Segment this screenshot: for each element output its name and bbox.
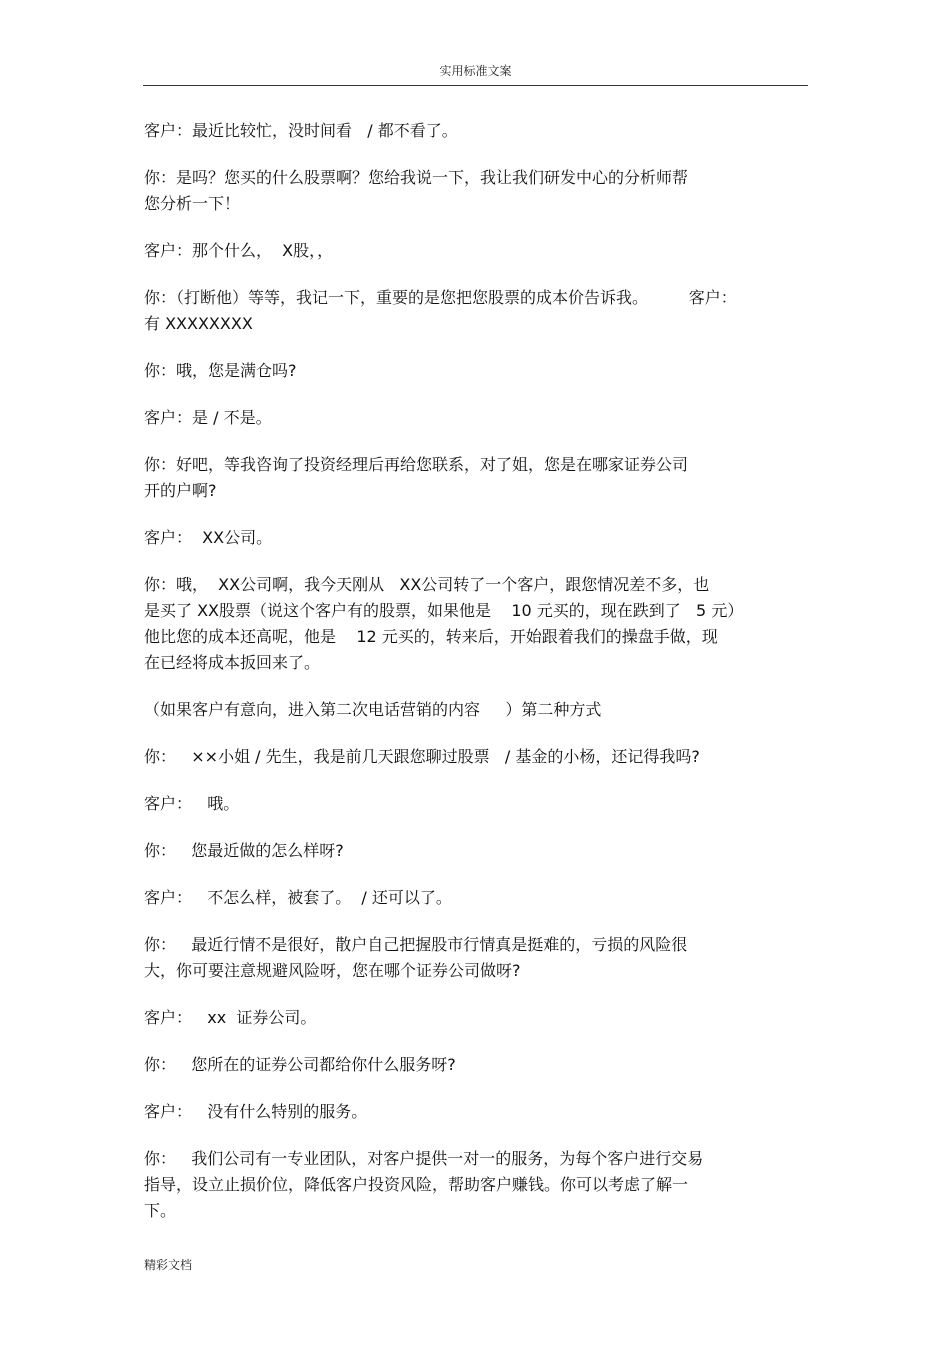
dialogue-line: 下。	[144, 1201, 177, 1220]
dialogue-paragraph	[144, 1099, 804, 1125]
dialogue-line: 你： 您所在的证券公司都给你什么服务呀?	[144, 1055, 456, 1074]
dialogue-line: 是买了 XX股票（说这个客户有的股票，如果他是 10 元买的，现在跌到了 5 元）	[144, 601, 744, 620]
dialogue-line: 客户：最近比较忙，没时间看 / 都不看了。	[144, 121, 458, 140]
dialogue-line: 客户： xx 证券公司。	[144, 1008, 317, 1027]
dialogue-line: 指导，设立止损价位，降低客户投资风险，帮助客户赚钱。你可以考虑了解一	[144, 1175, 689, 1194]
dialogue-line: 你：哦， XX公司啊，我今天刚从 XX公司转了一个客户，跟您情况差不多，也	[144, 575, 710, 594]
dialogue-paragraph	[144, 118, 804, 144]
document-body	[144, 118, 804, 1245]
dialogue-line: 你：是吗？您买的什么股票啊？您给我说一下，我让我们研发中心的分析师帮	[144, 168, 689, 187]
dialogue-paragraph	[144, 405, 804, 431]
dialogue-line: 你：哦，您是满仓吗?	[144, 361, 297, 380]
dialogue-line: 你： 我们公司有一专业团队，对客户提供一对一的服务，为每个客户进行交易	[144, 1149, 704, 1168]
dialogue-paragraph	[144, 1146, 804, 1224]
dialogue-paragraph	[144, 838, 804, 864]
dialogue-paragraph	[144, 697, 804, 723]
dialogue-line: 你：好吧，等我咨询了投资经理后再给您联系，对了姐，您是在哪家证券公司	[144, 455, 689, 474]
dialogue-paragraph	[144, 572, 804, 676]
dialogue-line: 你： ××小姐 / 先生，我是前几天跟您聊过股票 / 基金的小杨，还记得我吗?	[144, 747, 700, 766]
dialogue-paragraph	[144, 885, 804, 911]
dialogue-line: 开的户啊?	[144, 481, 217, 500]
dialogue-line: 有 XXXXXXXX	[144, 314, 253, 333]
page-footer-label: 精彩文档	[144, 1258, 193, 1272]
dialogue-line: 客户：那个什么， X股，，	[144, 241, 334, 260]
dialogue-paragraph	[144, 238, 804, 264]
dialogue-line: 客户： 没有什么特别的服务。	[144, 1102, 368, 1121]
dialogue-paragraph	[144, 791, 804, 817]
dialogue-line: 在已经将成本扳回来了。	[144, 653, 321, 672]
dialogue-line: （如果客户有意向，进入第二次电话营销的内容 ）第二种方式	[144, 700, 602, 719]
dialogue-line: 你：（打断他）等等，我记一下，重要的是您把您股票的成本价告诉我。 客户：	[144, 288, 737, 307]
dialogue-line: 你： 您最近做的怎么样呀?	[144, 841, 344, 860]
dialogue-paragraph	[144, 1005, 804, 1031]
dialogue-line: 客户：是 / 不是。	[144, 408, 272, 427]
dialogue-paragraph	[144, 1052, 804, 1078]
dialogue-paragraph	[144, 932, 804, 984]
dialogue-line: 客户： XX公司。	[144, 528, 273, 547]
dialogue-line: 大，你可要注意规避风险呀，您在哪个证券公司做呀?	[144, 961, 521, 980]
header-rule	[143, 85, 808, 86]
dialogue-line: 他比您的成本还高呢，他是 12 元买的，转来后，开始跟着我们的操盘手做，现	[144, 627, 718, 646]
dialogue-line: 你： 最近行情不是很好，散户自己把握股市行情真是挺难的，亏损的风险很	[144, 935, 688, 954]
dialogue-paragraph	[144, 525, 804, 551]
dialogue-line: 您分析一下！	[144, 194, 241, 213]
dialogue-paragraph	[144, 452, 804, 504]
dialogue-paragraph	[144, 358, 804, 384]
dialogue-paragraph	[144, 744, 804, 770]
dialogue-paragraph	[144, 285, 804, 337]
dialogue-paragraph	[144, 165, 804, 217]
page-header-title: 实用标准文案	[439, 64, 512, 78]
dialogue-line: 客户： 哦。	[144, 794, 240, 813]
dialogue-line: 客户： 不怎么样，被套了。 / 还可以了。	[144, 888, 452, 907]
